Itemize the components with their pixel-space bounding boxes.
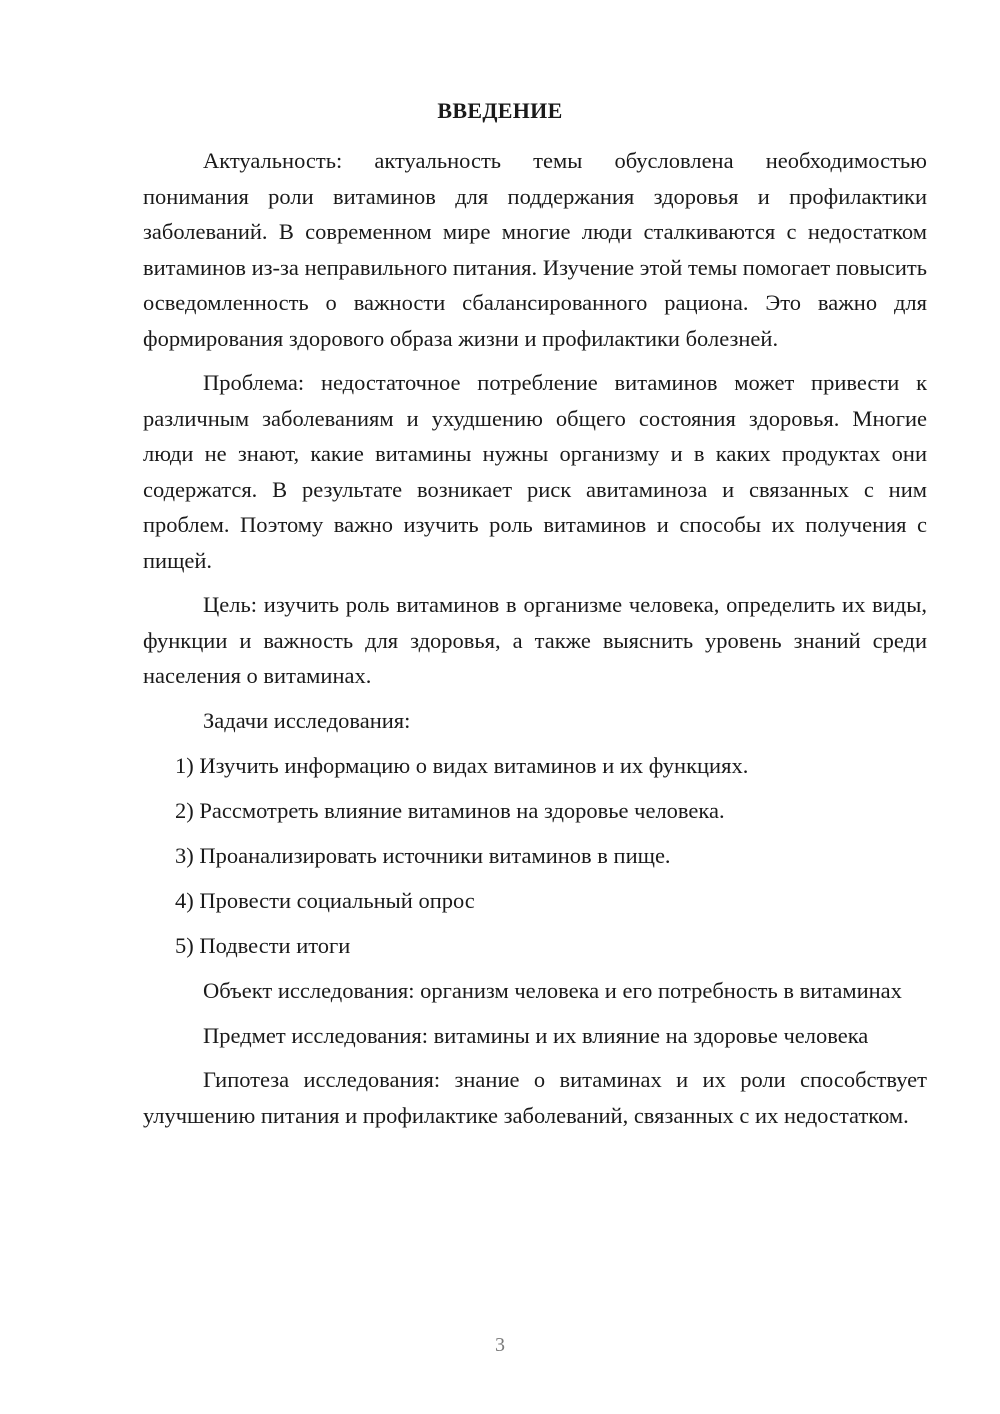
paragraph-relevance: Актуальность: актуальность темы обусловлена необходимостью понимания роли витаминов для поддержания здоровья и профилактики заболеваний. В современном мире многие люди сталкиваются с недостатком витаминов из-за неправильного питания. Изучение этой темы помогает повысить осведомленность о важности сбалансированного рациона. Это важно для формирования здорового образа жизни и профилактики болезней. bbox=[143, 148, 927, 351]
tasks-list bbox=[143, 748, 927, 964]
paragraph-hypothesis: Гипотеза исследования: знание о витаминах и их роли способствует улучшению питания и профилактике заболеваний, связанных с их недостатком. bbox=[143, 1067, 927, 1128]
body-text bbox=[143, 143, 927, 1142]
paragraph-goal: Цель: изучить роль витаминов в организме человека, определить их виды, функции и важность для здоровья, а также выяснить уровень знаний среди населения о витаминах. bbox=[143, 592, 927, 688]
task-item: 2) Рассмотреть влияние витаминов на здоровье человека. bbox=[175, 798, 725, 823]
page-number: 3 bbox=[495, 1334, 505, 1356]
paragraph-object: Объект исследования: организм человека и его потребность в витаминах bbox=[203, 978, 902, 1003]
task-item: 4) Провести социальный опрос bbox=[175, 888, 475, 913]
paragraph-problem: Проблема: недостаточное потребление витаминов может привести к различным заболеваниям и ухудшению общего состояния здоровья. Многие люди не знают, какие витамины нужны организму и в каких продуктах они содержатся. В результате возникает риск авитаминоза и связанных с ним проблем. Поэтому важно изучить роль витаминов и способы их получения с пищей. bbox=[143, 370, 927, 573]
paragraph-subject: Предмет исследования: витамины и их влияние на здоровье человека bbox=[203, 1022, 869, 1048]
tasks-title: Задачи исследования: bbox=[203, 707, 411, 733]
task-item: 3) Проанализировать источники витаминов в пище. bbox=[175, 843, 671, 868]
section-heading: ВВЕДЕНИЕ bbox=[437, 98, 563, 123]
task-item: 5) Подвести итоги bbox=[175, 933, 351, 958]
task-item: 1) Изучить информацию о видах витаминов и их функциях. bbox=[175, 753, 749, 778]
